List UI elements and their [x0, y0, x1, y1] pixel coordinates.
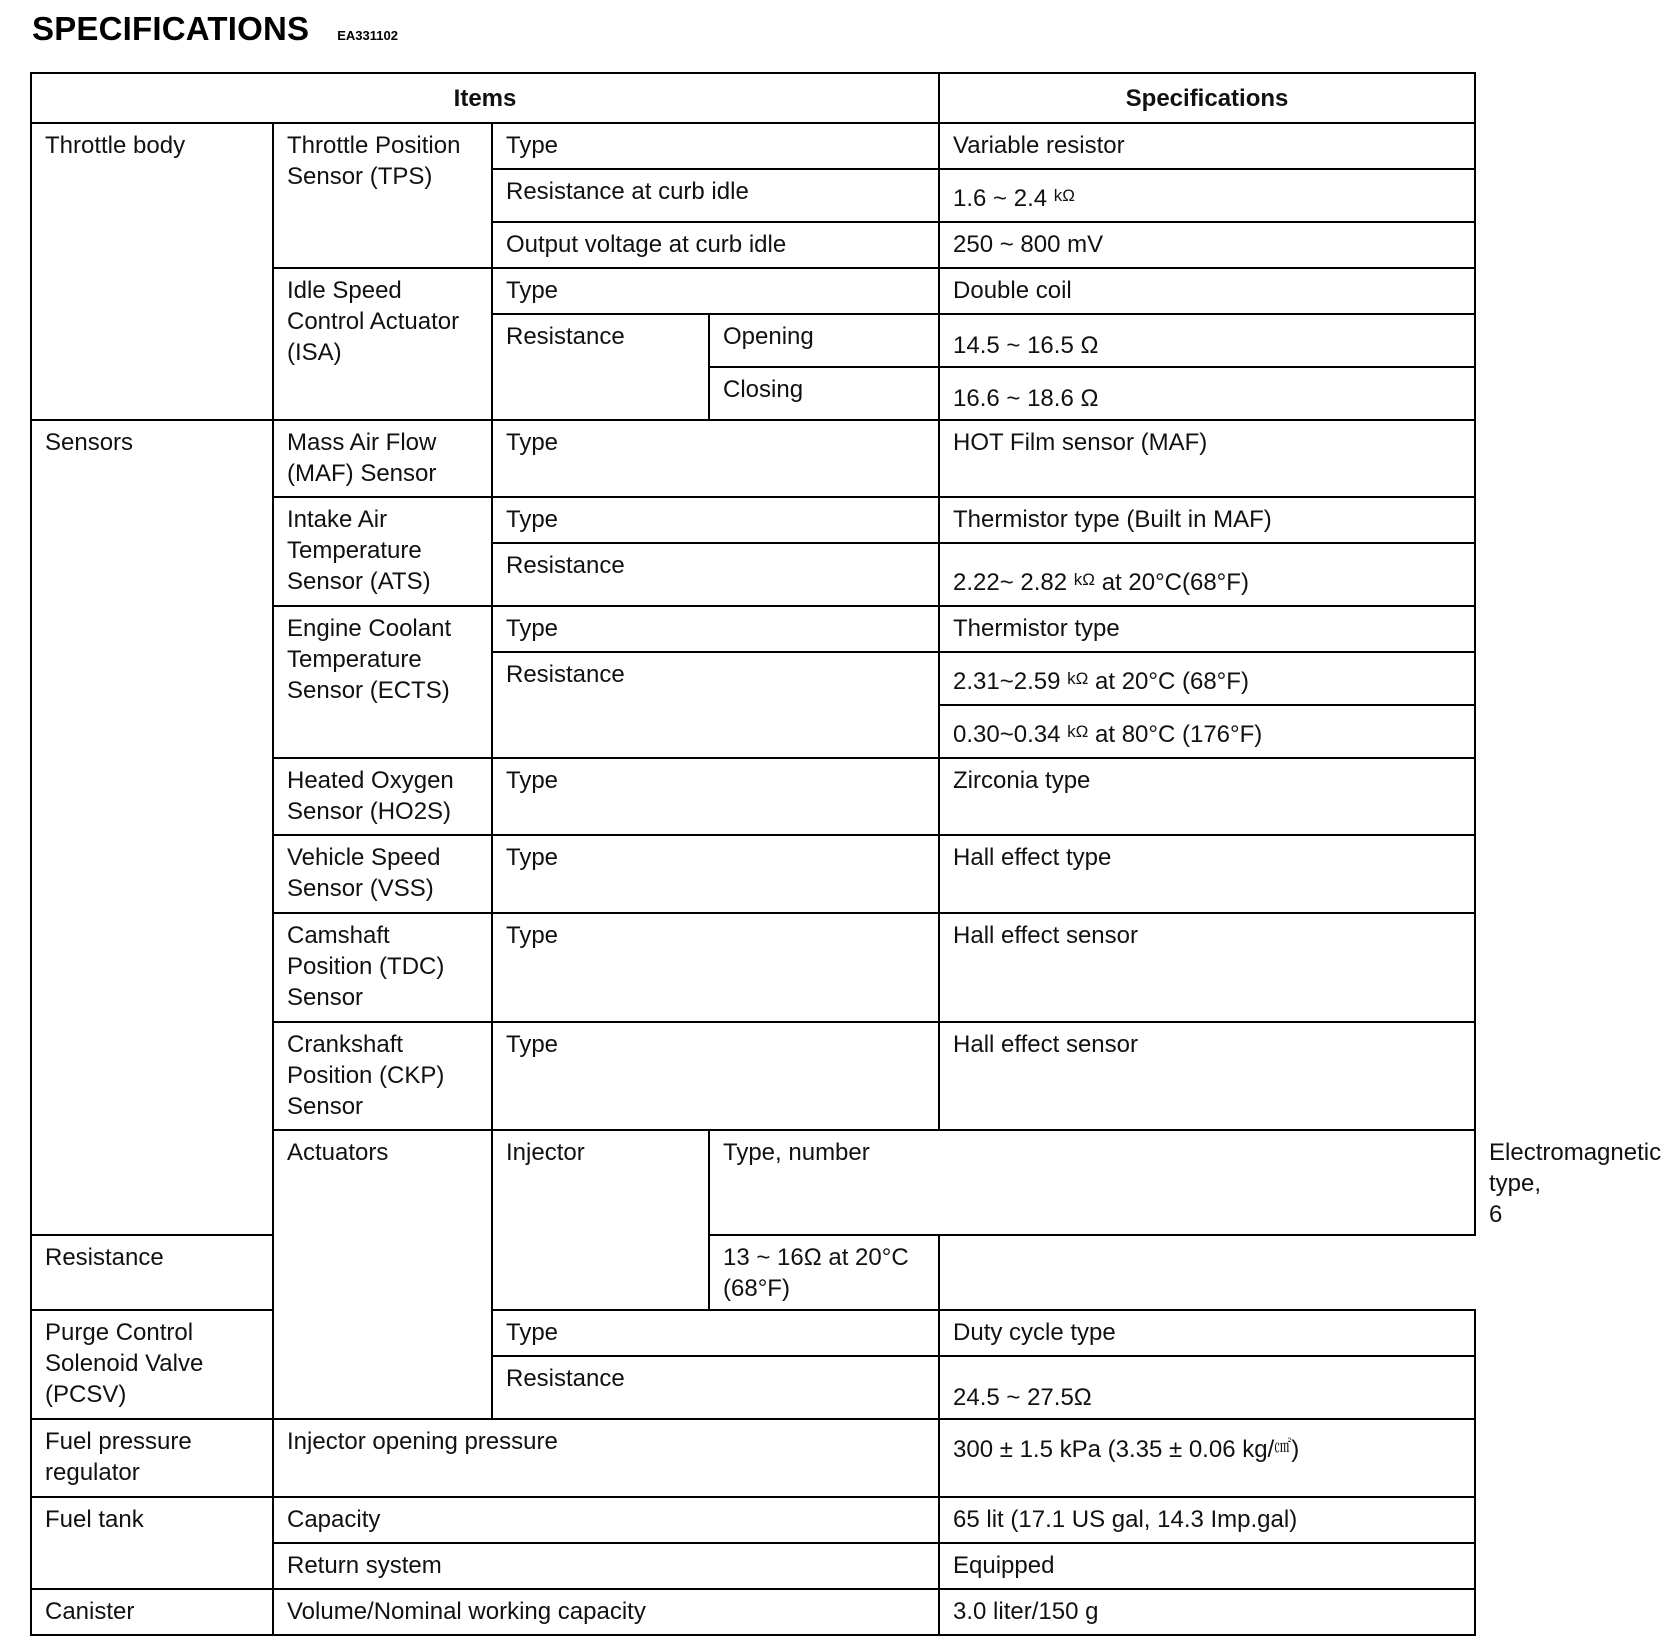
fpr-value-text: 300 ± 1.5 kPa (3.35 ± 0.06 kg/ [953, 1436, 1275, 1463]
ects-condition-20c: at 20°C (68°F) [1095, 668, 1249, 695]
tps-resistance-value [939, 169, 1475, 222]
group-canister: Canister [31, 1589, 273, 1635]
fpr-value-end: ) [1291, 1436, 1300, 1463]
ats-type-label: Type [492, 497, 939, 543]
table-row [31, 1589, 1475, 1635]
square-cm-unit: ㎠ [1274, 1437, 1292, 1456]
kilo-ohm-unit: kΩ [1053, 186, 1075, 205]
kilo-ohm-unit: kΩ [1073, 570, 1096, 589]
maf-type-value: HOT Film sensor (MAF) [939, 420, 1475, 497]
tank-return-value: Equipped [939, 1543, 1475, 1589]
items-header: Items [31, 73, 939, 123]
isa-closing-label: Closing [709, 367, 939, 420]
ects-resistance-value-20c [939, 652, 1475, 705]
ects-type-value: Thermistor type [939, 606, 1475, 652]
ho2s-type-label: Type [492, 758, 939, 835]
pcsv-type-value: Duty cycle type [939, 1310, 1475, 1356]
tdc-type-value: Hall effect sensor [939, 913, 1475, 1022]
table-row [31, 420, 1475, 497]
table-row [31, 1310, 1475, 1356]
group-fuel-pressure-regulator: Fuel pressure regulator [31, 1419, 273, 1497]
group-fuel-tank: Fuel tank [31, 1497, 273, 1589]
ats-resistance-condition: at 20°C(68°F) [1101, 569, 1249, 596]
specifications-header: Specifications [939, 73, 1475, 123]
pcsv-name: Purge Control Solenoid Valve (PCSV) [31, 1310, 273, 1419]
group-actuators: Actuators [273, 1130, 492, 1419]
pcsv-resistance-value: 24.5 ~ 27.5Ω [939, 1356, 1475, 1419]
fpr-value [939, 1419, 1475, 1497]
ects-name: Engine Coolant Temperature Sensor (ECTS) [273, 606, 492, 758]
ats-resistance-label: Resistance [492, 543, 939, 606]
tps-type-value: Variable resistor [939, 123, 1475, 169]
isa-opening-label: Opening [709, 314, 939, 367]
injector-resistance-label: Resistance [31, 1235, 492, 1310]
tps-name: Throttle Position Sensor (TPS) [273, 123, 492, 268]
maf-type-label: Type [492, 420, 939, 497]
page-title: SPECIFICATIONS [32, 10, 310, 47]
kilo-ohm-unit: kΩ [1067, 722, 1089, 741]
tank-return-label: Return system [273, 1543, 939, 1589]
isa-type-label: Type [492, 268, 939, 314]
ats-resistance-value [939, 543, 1475, 606]
tps-resistance-label: Resistance at curb idle [492, 169, 939, 222]
tps-type-label: Type [492, 123, 939, 169]
pcsv-type-label: Type [492, 1310, 939, 1356]
ects-range-80c: 0.30~0.34 [953, 721, 1061, 748]
ects-range-20c: 2.31~2.59 [953, 668, 1061, 695]
table-row: Actuators Injector Type, number Electromagnetic type, 6 [31, 1130, 1475, 1235]
ects-resistance-label: Resistance [492, 652, 939, 758]
tank-capacity-value: 65 lit (17.1 US gal, 14.3 Imp.gal) [939, 1497, 1475, 1543]
specifications-table [30, 72, 1661, 1636]
pcsv-resistance-label: Resistance [492, 1356, 939, 1419]
ats-name: Intake Air Temperature Sensor (ATS) [273, 497, 492, 606]
kilo-ohm-unit: kΩ [1067, 669, 1089, 688]
fpr-label: Injector opening pressure [273, 1419, 939, 1497]
isa-type-value: Double coil [939, 268, 1475, 314]
ects-type-label: Type [492, 606, 939, 652]
vss-name: Vehicle Speed Sensor (VSS) [273, 835, 492, 913]
tps-resistance-number: 1.6 ~ 2.4 [953, 185, 1048, 212]
tps-output-label: Output voltage at curb idle [492, 222, 939, 268]
tdc-type-label: Type [492, 913, 939, 1022]
ckp-type-label: Type [492, 1022, 939, 1130]
group-sensors: Sensors [31, 420, 273, 1235]
group-throttle-body: Throttle body [31, 123, 273, 420]
vss-type-value: Hall effect type [939, 835, 1475, 913]
ats-type-value: Thermistor type (Built in MAF) [939, 497, 1475, 543]
ckp-type-value: Hall effect sensor [939, 1022, 1475, 1130]
canister-value: 3.0 liter/150 g [939, 1589, 1475, 1635]
table-row [31, 1419, 1475, 1497]
canister-label: Volume/Nominal working capacity [273, 1589, 939, 1635]
ects-resistance-value-80c [939, 705, 1475, 758]
isa-closing-value: 16.6 ~ 18.6 Ω [939, 367, 1475, 420]
table-row [31, 1235, 1475, 1310]
header-row [31, 73, 1475, 123]
document-code: EA331102 [337, 28, 398, 43]
tdc-name: Camshaft Position (TDC) Sensor [273, 913, 492, 1022]
isa-opening-value: 14.5 ~ 16.5 Ω [939, 314, 1475, 367]
ckp-name: Crankshaft Position (CKP) Sensor [273, 1022, 492, 1130]
injector-type-label: Type, number [709, 1130, 1475, 1235]
ho2s-name: Heated Oxygen Sensor (HO2S) [273, 758, 492, 835]
ho2s-type-value: Zirconia type [939, 758, 1475, 835]
tank-capacity-label: Capacity [273, 1497, 939, 1543]
injector-name: Injector [492, 1130, 709, 1310]
ats-resistance-range: 2.22~ 2.82 [953, 569, 1068, 596]
isa-resistance-label: Resistance [492, 314, 709, 420]
page-heading [32, 10, 398, 50]
vss-type-label: Type [492, 835, 939, 913]
table-row [31, 123, 1475, 169]
table-row [31, 1497, 1475, 1543]
maf-name: Mass Air Flow (MAF) Sensor [273, 420, 492, 497]
tps-output-value: 250 ~ 800 mV [939, 222, 1475, 268]
isa-name: Idle Speed Control Actuator (ISA) [273, 268, 492, 420]
injector-resistance-value: 13 ~ 16Ω at 20°C (68°F) [709, 1235, 939, 1310]
ects-condition-80c: at 80°C (176°F) [1095, 721, 1263, 748]
